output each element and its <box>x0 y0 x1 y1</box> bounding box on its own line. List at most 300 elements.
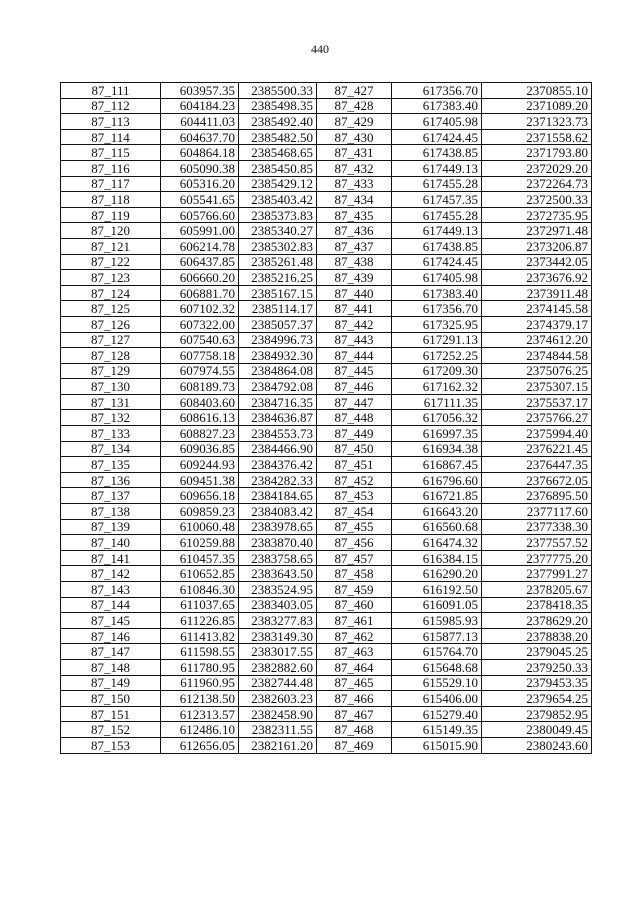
y-left-cell: 2384636.87 <box>239 410 317 426</box>
table-row <box>61 301 592 317</box>
y-left-cell: 2385302.83 <box>239 238 317 254</box>
point-id-right-cell: 87_451 <box>317 457 392 473</box>
y-left-cell: 2382744.48 <box>239 675 317 691</box>
y-left-cell: 2384553.73 <box>239 426 317 442</box>
table-row <box>61 98 592 114</box>
y-right-cell: 2372735.95 <box>482 207 592 223</box>
y-left-cell: 2385468.65 <box>239 145 317 161</box>
point-id-left-cell: 87_140 <box>61 535 161 551</box>
x-right-cell: 616934.38 <box>392 441 482 457</box>
x-left-cell: 609451.38 <box>161 472 239 488</box>
table-row <box>61 659 592 675</box>
x-right-cell: 617457.35 <box>392 192 482 208</box>
table-row <box>61 129 592 145</box>
x-left-cell: 609036.85 <box>161 441 239 457</box>
x-right-cell: 617455.28 <box>392 176 482 192</box>
y-right-cell: 2373911.48 <box>482 285 592 301</box>
y-right-cell: 2371793.80 <box>482 145 592 161</box>
table-row <box>61 737 592 753</box>
y-right-cell: 2377117.60 <box>482 504 592 520</box>
table-row <box>61 691 592 707</box>
table-row <box>61 192 592 208</box>
point-id-right-cell: 87_448 <box>317 410 392 426</box>
y-right-cell: 2376447.35 <box>482 457 592 473</box>
x-right-cell: 615529.10 <box>392 675 482 691</box>
y-left-cell: 2384466.90 <box>239 441 317 457</box>
x-left-cell: 608403.60 <box>161 394 239 410</box>
point-id-left-cell: 87_137 <box>61 488 161 504</box>
x-left-cell: 609656.18 <box>161 488 239 504</box>
point-id-left-cell: 87_146 <box>61 628 161 644</box>
x-right-cell: 617383.40 <box>392 98 482 114</box>
x-right-cell: 617252.25 <box>392 348 482 364</box>
x-left-cell: 611780.95 <box>161 659 239 675</box>
point-id-right-cell: 87_428 <box>317 98 392 114</box>
point-id-right-cell: 87_463 <box>317 644 392 660</box>
y-left-cell: 2384376.42 <box>239 457 317 473</box>
point-id-right-cell: 87_456 <box>317 535 392 551</box>
y-left-cell: 2383758.65 <box>239 550 317 566</box>
coordinates-table-body <box>61 83 592 754</box>
point-id-right-cell: 87_454 <box>317 504 392 520</box>
x-left-cell: 610652.85 <box>161 566 239 582</box>
x-right-cell: 617449.13 <box>392 160 482 176</box>
point-id-left-cell: 87_133 <box>61 426 161 442</box>
point-id-left-cell: 87_120 <box>61 223 161 239</box>
point-id-left-cell: 87_123 <box>61 270 161 286</box>
point-id-right-cell: 87_461 <box>317 613 392 629</box>
table-row <box>61 254 592 270</box>
y-left-cell: 2384864.08 <box>239 363 317 379</box>
point-id-left-cell: 87_119 <box>61 207 161 223</box>
x-left-cell: 608827.23 <box>161 426 239 442</box>
point-id-right-cell: 87_457 <box>317 550 392 566</box>
y-left-cell: 2385450.85 <box>239 160 317 176</box>
x-left-cell: 604184.23 <box>161 98 239 114</box>
point-id-left-cell: 87_142 <box>61 566 161 582</box>
point-id-left-cell: 87_141 <box>61 550 161 566</box>
point-id-left-cell: 87_149 <box>61 675 161 691</box>
coordinates-table <box>60 82 592 754</box>
y-right-cell: 2374379.17 <box>482 316 592 332</box>
x-left-cell: 607758.18 <box>161 348 239 364</box>
y-right-cell: 2379453.35 <box>482 675 592 691</box>
x-right-cell: 617356.70 <box>392 301 482 317</box>
table-row <box>61 582 592 598</box>
y-right-cell: 2374612.20 <box>482 332 592 348</box>
table-row <box>61 628 592 644</box>
point-id-right-cell: 87_444 <box>317 348 392 364</box>
point-id-left-cell: 87_139 <box>61 519 161 535</box>
table-row <box>61 613 592 629</box>
point-id-left-cell: 87_116 <box>61 160 161 176</box>
x-left-cell: 610846.30 <box>161 582 239 598</box>
x-right-cell: 616290.20 <box>392 566 482 582</box>
y-left-cell: 2383149.30 <box>239 628 317 644</box>
point-id-right-cell: 87_453 <box>317 488 392 504</box>
x-left-cell: 607540.63 <box>161 332 239 348</box>
y-right-cell: 2378838.20 <box>482 628 592 644</box>
x-right-cell: 615985.93 <box>392 613 482 629</box>
y-right-cell: 2372264.73 <box>482 176 592 192</box>
y-left-cell: 2385498.35 <box>239 98 317 114</box>
y-left-cell: 2385261.48 <box>239 254 317 270</box>
point-id-right-cell: 87_458 <box>317 566 392 582</box>
x-right-cell: 617209.30 <box>392 363 482 379</box>
y-right-cell: 2376895.50 <box>482 488 592 504</box>
point-id-right-cell: 87_427 <box>317 83 392 99</box>
x-right-cell: 617356.70 <box>392 83 482 99</box>
table-row <box>61 207 592 223</box>
y-left-cell: 2385492.40 <box>239 114 317 130</box>
y-right-cell: 2375994.40 <box>482 426 592 442</box>
y-left-cell: 2385403.42 <box>239 192 317 208</box>
y-left-cell: 2384716.35 <box>239 394 317 410</box>
point-id-right-cell: 87_441 <box>317 301 392 317</box>
x-left-cell: 610060.48 <box>161 519 239 535</box>
table-row <box>61 410 592 426</box>
point-id-right-cell: 87_449 <box>317 426 392 442</box>
x-left-cell: 609244.93 <box>161 457 239 473</box>
point-id-right-cell: 87_438 <box>317 254 392 270</box>
point-id-right-cell: 87_440 <box>317 285 392 301</box>
x-left-cell: 604411.03 <box>161 114 239 130</box>
y-right-cell: 2372500.33 <box>482 192 592 208</box>
x-right-cell: 617438.85 <box>392 145 482 161</box>
point-id-left-cell: 87_144 <box>61 597 161 613</box>
x-right-cell: 615015.90 <box>392 737 482 753</box>
point-id-left-cell: 87_136 <box>61 472 161 488</box>
x-right-cell: 617162.32 <box>392 379 482 395</box>
point-id-right-cell: 87_450 <box>317 441 392 457</box>
y-right-cell: 2376221.45 <box>482 441 592 457</box>
y-right-cell: 2373442.05 <box>482 254 592 270</box>
x-right-cell: 617455.28 <box>392 207 482 223</box>
point-id-right-cell: 87_447 <box>317 394 392 410</box>
y-left-cell: 2384792.08 <box>239 379 317 395</box>
point-id-right-cell: 87_467 <box>317 706 392 722</box>
point-id-right-cell: 87_429 <box>317 114 392 130</box>
table-row <box>61 706 592 722</box>
table-row <box>61 457 592 473</box>
table-row <box>61 550 592 566</box>
point-id-right-cell: 87_430 <box>317 129 392 145</box>
point-id-left-cell: 87_138 <box>61 504 161 520</box>
point-id-right-cell: 87_432 <box>317 160 392 176</box>
point-id-left-cell: 87_145 <box>61 613 161 629</box>
x-left-cell: 611598.55 <box>161 644 239 660</box>
x-right-cell: 616192.50 <box>392 582 482 598</box>
point-id-right-cell: 87_443 <box>317 332 392 348</box>
x-left-cell: 605541.65 <box>161 192 239 208</box>
x-left-cell: 611960.95 <box>161 675 239 691</box>
x-left-cell: 604864.18 <box>161 145 239 161</box>
point-id-left-cell: 87_114 <box>61 129 161 145</box>
point-id-left-cell: 87_125 <box>61 301 161 317</box>
y-left-cell: 2383643.50 <box>239 566 317 582</box>
point-id-left-cell: 87_128 <box>61 348 161 364</box>
x-left-cell: 607102.32 <box>161 301 239 317</box>
x-left-cell: 605316.20 <box>161 176 239 192</box>
point-id-right-cell: 87_469 <box>317 737 392 753</box>
table-row <box>61 223 592 239</box>
table-row <box>61 316 592 332</box>
point-id-right-cell: 87_459 <box>317 582 392 598</box>
y-left-cell: 2383978.65 <box>239 519 317 535</box>
point-id-left-cell: 87_111 <box>61 83 161 99</box>
x-left-cell: 611226.85 <box>161 613 239 629</box>
y-right-cell: 2379250.33 <box>482 659 592 675</box>
point-id-right-cell: 87_462 <box>317 628 392 644</box>
point-id-right-cell: 87_465 <box>317 675 392 691</box>
x-right-cell: 617383.40 <box>392 285 482 301</box>
x-right-cell: 617405.98 <box>392 114 482 130</box>
y-right-cell: 2370855.10 <box>482 83 592 99</box>
point-id-left-cell: 87_129 <box>61 363 161 379</box>
y-left-cell: 2383524.95 <box>239 582 317 598</box>
x-right-cell: 615406.00 <box>392 691 482 707</box>
table-row <box>61 394 592 410</box>
point-id-left-cell: 87_131 <box>61 394 161 410</box>
y-left-cell: 2385373.83 <box>239 207 317 223</box>
point-id-left-cell: 87_130 <box>61 379 161 395</box>
x-right-cell: 615764.70 <box>392 644 482 660</box>
point-id-right-cell: 87_433 <box>317 176 392 192</box>
x-right-cell: 616384.15 <box>392 550 482 566</box>
point-id-left-cell: 87_135 <box>61 457 161 473</box>
y-left-cell: 2382458.90 <box>239 706 317 722</box>
x-left-cell: 605090.38 <box>161 160 239 176</box>
y-left-cell: 2382882.60 <box>239 659 317 675</box>
y-left-cell: 2384083.42 <box>239 504 317 520</box>
point-id-left-cell: 87_115 <box>61 145 161 161</box>
y-left-cell: 2384932.30 <box>239 348 317 364</box>
point-id-right-cell: 87_466 <box>317 691 392 707</box>
y-left-cell: 2383017.55 <box>239 644 317 660</box>
y-left-cell: 2384184.65 <box>239 488 317 504</box>
y-left-cell: 2385216.25 <box>239 270 317 286</box>
point-id-left-cell: 87_150 <box>61 691 161 707</box>
y-left-cell: 2383403.05 <box>239 597 317 613</box>
x-right-cell: 615149.35 <box>392 722 482 738</box>
point-id-right-cell: 87_446 <box>317 379 392 395</box>
table-row <box>61 441 592 457</box>
table-row <box>61 285 592 301</box>
point-id-left-cell: 87_134 <box>61 441 161 457</box>
point-id-right-cell: 87_431 <box>317 145 392 161</box>
x-right-cell: 617405.98 <box>392 270 482 286</box>
x-left-cell: 606214.78 <box>161 238 239 254</box>
y-left-cell: 2384282.33 <box>239 472 317 488</box>
x-left-cell: 605991.00 <box>161 223 239 239</box>
table-row <box>61 488 592 504</box>
x-left-cell: 605766.60 <box>161 207 239 223</box>
x-left-cell: 606437.85 <box>161 254 239 270</box>
y-right-cell: 2377775.20 <box>482 550 592 566</box>
x-left-cell: 609859.23 <box>161 504 239 520</box>
point-id-left-cell: 87_127 <box>61 332 161 348</box>
x-right-cell: 616474.32 <box>392 535 482 551</box>
y-right-cell: 2374844.58 <box>482 348 592 364</box>
point-id-right-cell: 87_468 <box>317 722 392 738</box>
x-right-cell: 616867.45 <box>392 457 482 473</box>
y-left-cell: 2384996.73 <box>239 332 317 348</box>
x-right-cell: 617291.13 <box>392 332 482 348</box>
x-right-cell: 615877.13 <box>392 628 482 644</box>
x-right-cell: 615279.40 <box>392 706 482 722</box>
y-right-cell: 2379045.25 <box>482 644 592 660</box>
x-left-cell: 604637.70 <box>161 129 239 145</box>
y-right-cell: 2375537.17 <box>482 394 592 410</box>
y-right-cell: 2377338.30 <box>482 519 592 535</box>
y-right-cell: 2378205.67 <box>482 582 592 598</box>
y-left-cell: 2385429.12 <box>239 176 317 192</box>
y-left-cell: 2383870.40 <box>239 535 317 551</box>
y-left-cell: 2385500.33 <box>239 83 317 99</box>
y-left-cell: 2383277.83 <box>239 613 317 629</box>
x-right-cell: 616997.35 <box>392 426 482 442</box>
x-left-cell: 612486.10 <box>161 722 239 738</box>
y-right-cell: 2375076.25 <box>482 363 592 379</box>
table-row <box>61 145 592 161</box>
point-id-right-cell: 87_455 <box>317 519 392 535</box>
x-right-cell: 617111.35 <box>392 394 482 410</box>
table-row <box>61 238 592 254</box>
table-row <box>61 426 592 442</box>
table-row <box>61 379 592 395</box>
table-row <box>61 722 592 738</box>
table-row <box>61 472 592 488</box>
table-row <box>61 519 592 535</box>
point-id-left-cell: 87_118 <box>61 192 161 208</box>
table-row <box>61 83 592 99</box>
point-id-right-cell: 87_435 <box>317 207 392 223</box>
y-left-cell: 2385167.15 <box>239 285 317 301</box>
x-left-cell: 607974.55 <box>161 363 239 379</box>
y-left-cell: 2385057.37 <box>239 316 317 332</box>
y-left-cell: 2385482.50 <box>239 129 317 145</box>
point-id-left-cell: 87_112 <box>61 98 161 114</box>
table-row <box>61 114 592 130</box>
x-left-cell: 606881.70 <box>161 285 239 301</box>
y-left-cell: 2382603.23 <box>239 691 317 707</box>
x-left-cell: 611413.82 <box>161 628 239 644</box>
x-right-cell: 617325.95 <box>392 316 482 332</box>
point-id-right-cell: 87_464 <box>317 659 392 675</box>
table-row <box>61 597 592 613</box>
x-left-cell: 608616.13 <box>161 410 239 426</box>
x-right-cell: 617056.32 <box>392 410 482 426</box>
point-id-left-cell: 87_122 <box>61 254 161 270</box>
table-row <box>61 644 592 660</box>
y-right-cell: 2379852.95 <box>482 706 592 722</box>
point-id-left-cell: 87_147 <box>61 644 161 660</box>
y-right-cell: 2377991.27 <box>482 566 592 582</box>
point-id-right-cell: 87_442 <box>317 316 392 332</box>
y-right-cell: 2372971.48 <box>482 223 592 239</box>
table-row <box>61 535 592 551</box>
table-row <box>61 566 592 582</box>
y-right-cell: 2374145.58 <box>482 301 592 317</box>
y-right-cell: 2378418.35 <box>482 597 592 613</box>
x-left-cell: 610259.88 <box>161 535 239 551</box>
table-row <box>61 270 592 286</box>
x-right-cell: 616091.05 <box>392 597 482 613</box>
y-left-cell: 2382311.55 <box>239 722 317 738</box>
point-id-right-cell: 87_436 <box>317 223 392 239</box>
y-right-cell: 2371323.73 <box>482 114 592 130</box>
y-left-cell: 2382161.20 <box>239 737 317 753</box>
x-left-cell: 607322.00 <box>161 316 239 332</box>
table-row <box>61 363 592 379</box>
y-right-cell: 2373676.92 <box>482 270 592 286</box>
page-number: 440 <box>311 42 329 56</box>
x-left-cell: 608189.73 <box>161 379 239 395</box>
y-left-cell: 2385114.17 <box>239 301 317 317</box>
y-right-cell: 2371558.62 <box>482 129 592 145</box>
point-id-left-cell: 87_148 <box>61 659 161 675</box>
point-id-left-cell: 87_152 <box>61 722 161 738</box>
y-right-cell: 2375766.27 <box>482 410 592 426</box>
x-left-cell: 611037.65 <box>161 597 239 613</box>
y-right-cell: 2371089.20 <box>482 98 592 114</box>
point-id-left-cell: 87_126 <box>61 316 161 332</box>
x-right-cell: 617424.45 <box>392 254 482 270</box>
x-right-cell: 616721.85 <box>392 488 482 504</box>
y-right-cell: 2380049.45 <box>482 722 592 738</box>
y-right-cell: 2380243.60 <box>482 737 592 753</box>
point-id-left-cell: 87_124 <box>61 285 161 301</box>
table-row <box>61 504 592 520</box>
point-id-right-cell: 87_445 <box>317 363 392 379</box>
y-right-cell: 2373206.87 <box>482 238 592 254</box>
point-id-left-cell: 87_132 <box>61 410 161 426</box>
point-id-right-cell: 87_434 <box>317 192 392 208</box>
point-id-left-cell: 87_143 <box>61 582 161 598</box>
x-right-cell: 617438.85 <box>392 238 482 254</box>
y-right-cell: 2372029.20 <box>482 160 592 176</box>
x-right-cell: 616560.68 <box>392 519 482 535</box>
x-right-cell: 616643.20 <box>392 504 482 520</box>
x-left-cell: 606660.20 <box>161 270 239 286</box>
point-id-right-cell: 87_452 <box>317 472 392 488</box>
x-right-cell: 617449.13 <box>392 223 482 239</box>
point-id-left-cell: 87_153 <box>61 737 161 753</box>
point-id-left-cell: 87_113 <box>61 114 161 130</box>
point-id-right-cell: 87_460 <box>317 597 392 613</box>
y-left-cell: 2385340.27 <box>239 223 317 239</box>
x-left-cell: 612138.50 <box>161 691 239 707</box>
x-right-cell: 616796.60 <box>392 472 482 488</box>
table-row <box>61 348 592 364</box>
y-right-cell: 2376672.05 <box>482 472 592 488</box>
y-right-cell: 2377557.52 <box>482 535 592 551</box>
point-id-left-cell: 87_151 <box>61 706 161 722</box>
table-row <box>61 160 592 176</box>
point-id-left-cell: 87_117 <box>61 176 161 192</box>
x-right-cell: 617424.45 <box>392 129 482 145</box>
table-row <box>61 332 592 348</box>
x-left-cell: 612656.05 <box>161 737 239 753</box>
y-right-cell: 2378629.20 <box>482 613 592 629</box>
table-row <box>61 675 592 691</box>
table-row <box>61 176 592 192</box>
x-right-cell: 615648.68 <box>392 659 482 675</box>
x-left-cell: 612313.57 <box>161 706 239 722</box>
y-right-cell: 2375307.15 <box>482 379 592 395</box>
x-left-cell: 603957.35 <box>161 83 239 99</box>
x-left-cell: 610457.35 <box>161 550 239 566</box>
